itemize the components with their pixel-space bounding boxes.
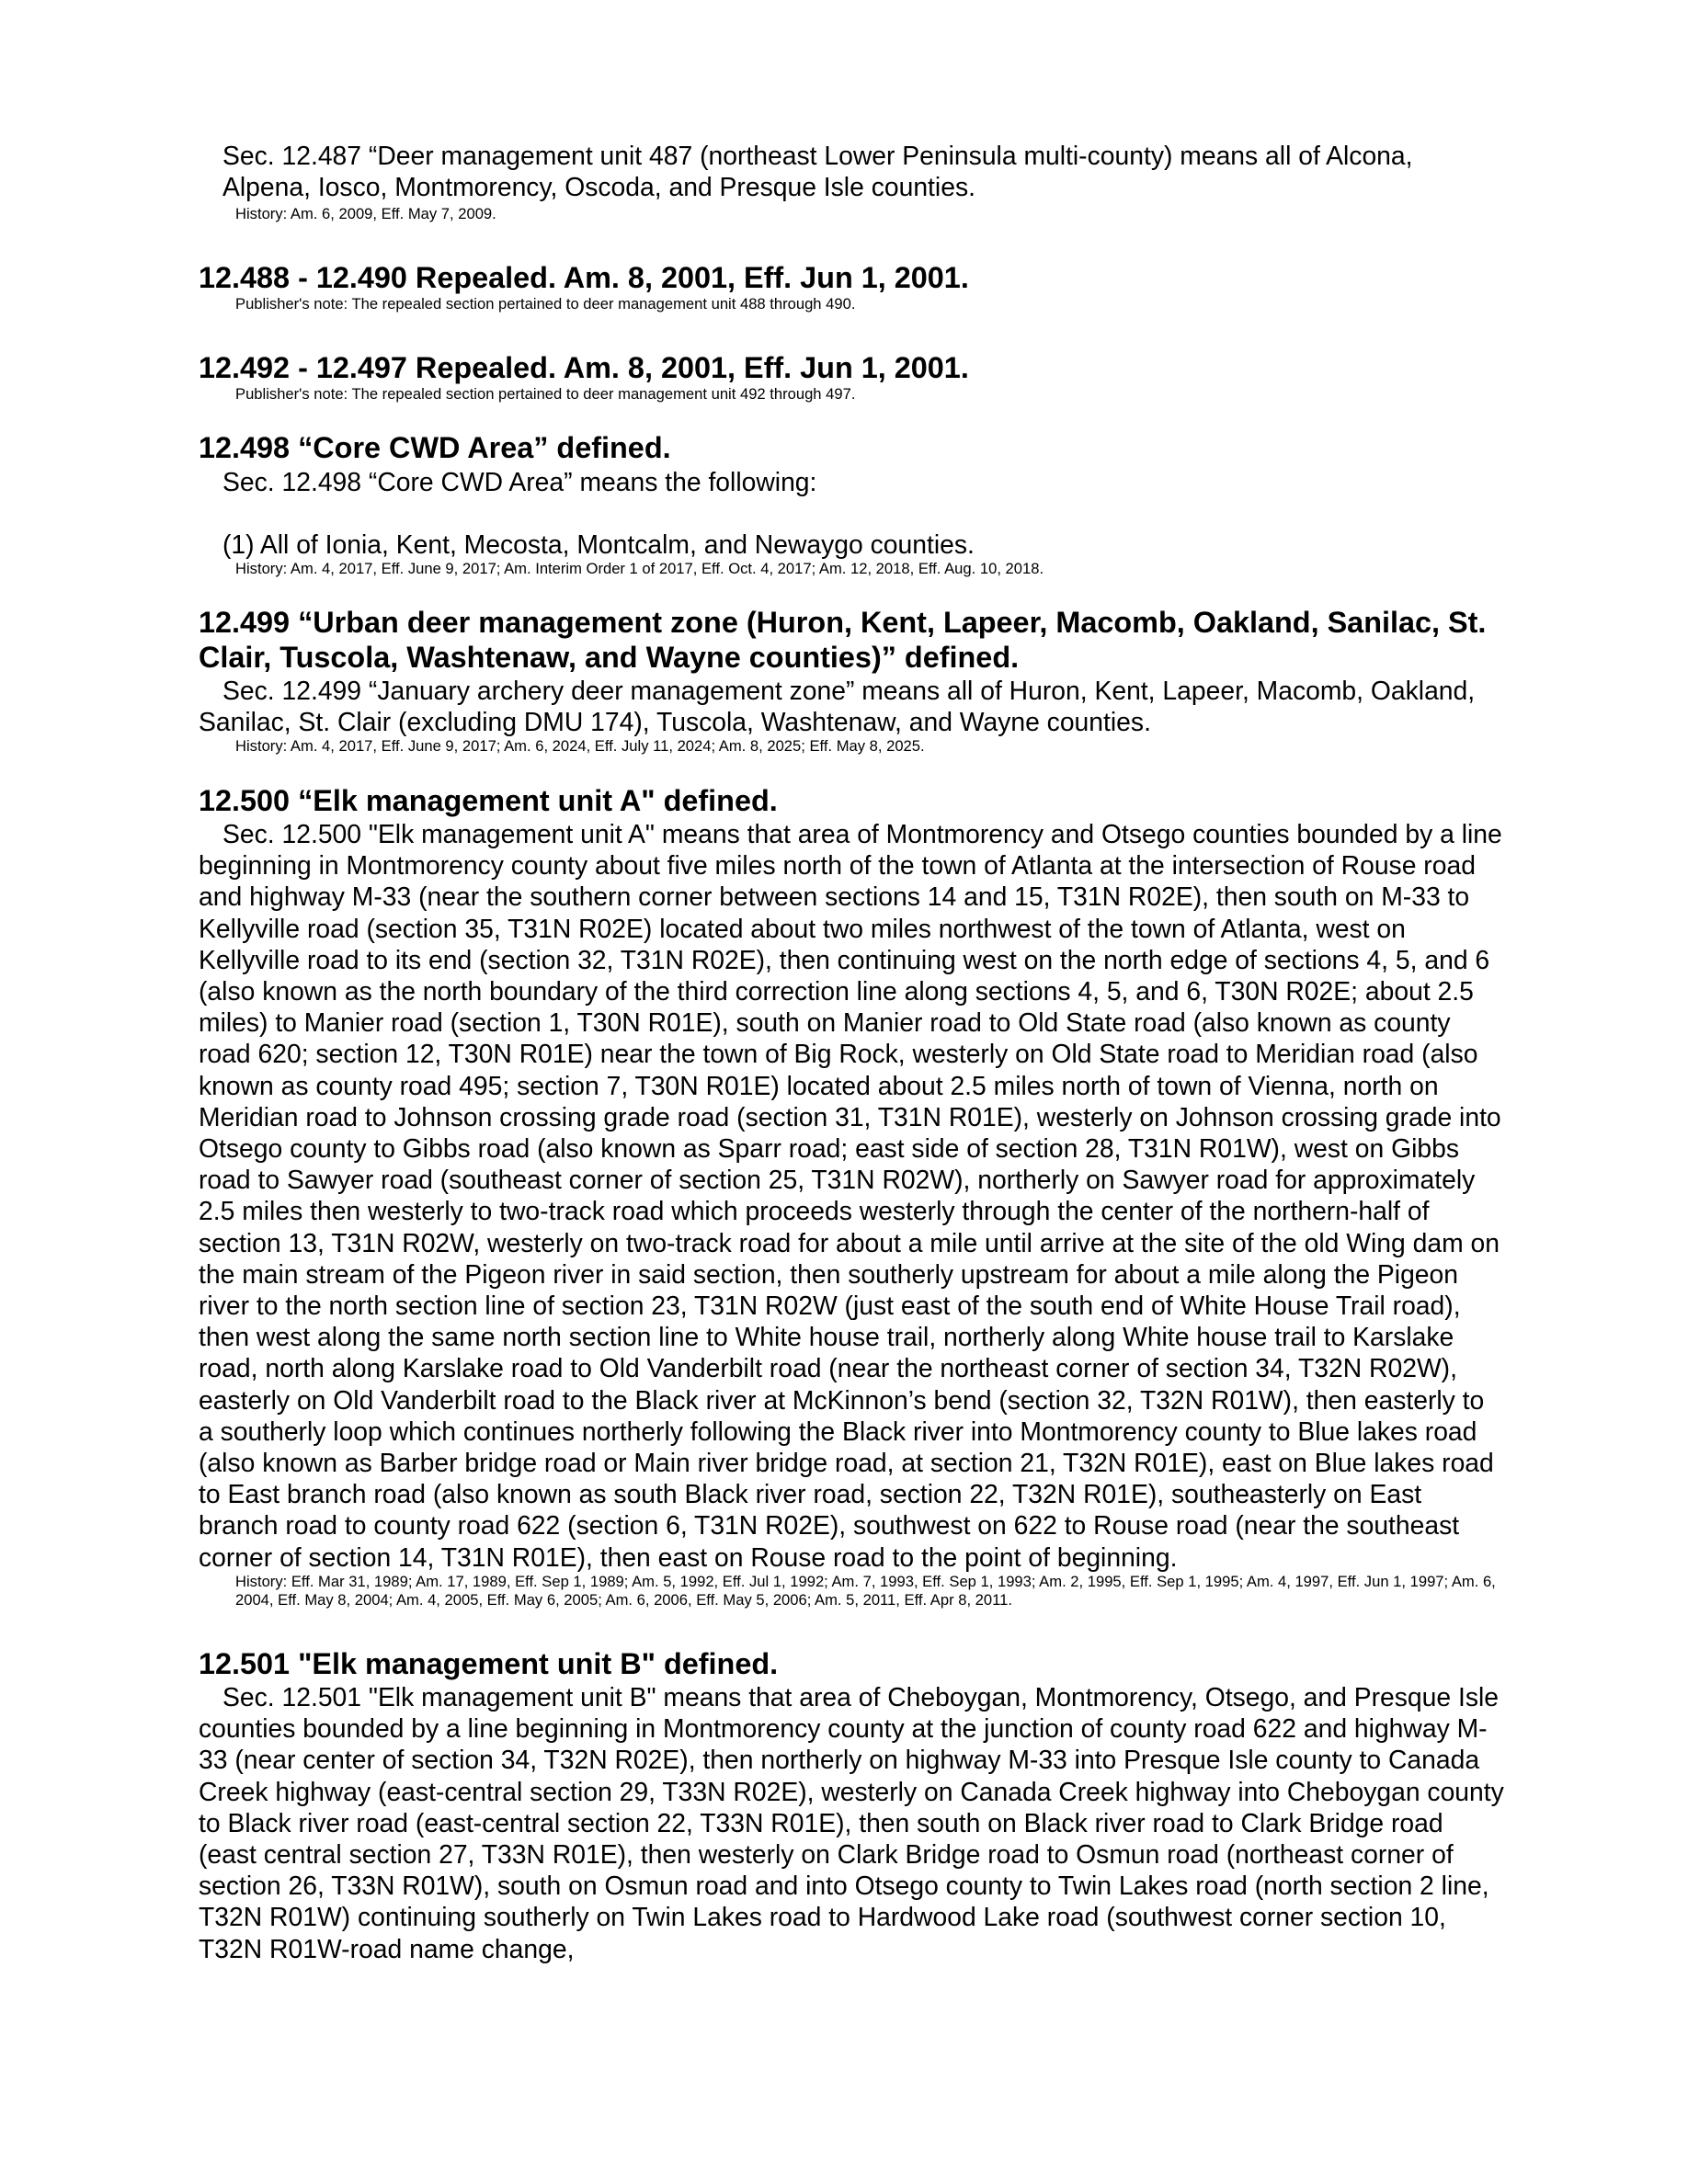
history-note: History: Am. 6, 2009, Eff. May 7, 2009.	[235, 205, 496, 223]
history-note: History: Am. 4, 2017, Eff. June 9, 2017; Am. Interim Order 1 of 2017, Eff. Oct. 4, 2017; Am. 12, 2018, Eff. Aug. 10, 2018.	[235, 559, 1044, 577]
section-heading: 12.500 “Elk management unit A" defined.	[199, 783, 778, 817]
section-text: Sec. 12.498 “Core CWD Area” means the following:	[222, 466, 817, 496]
section-heading: 12.499 “Urban deer management zone (Huron, Kent, Lapeer, Macomb, Oakland, Sanilac, St. Clair, Tuscola, Washtenaw, and Wayne counties)” defined.	[199, 606, 1487, 674]
section-text: Sec. 12.499 “January archery deer management zone” means all of Huron, Kent, Lapeer, Macomb, Oakland, Sanilac, St. Clair (excluding DMU 174), Tuscola, Washtenaw, and Wayne counties.	[199, 675, 1476, 737]
history-note: History: Am. 4, 2017, Eff. June 9, 2017; Am. 6, 2024, Eff. July 11, 2024; Am. 8, 2025; Eff. May 8, 2025.	[235, 737, 925, 756]
section-heading: 12.488 - 12.490 Repealed. Am. 8, 2001, Eff. Jun 1, 2001.	[199, 260, 969, 294]
section-heading: 12.501 "Elk management unit B" defined.	[199, 1646, 779, 1680]
section-heading: 12.498 “Core CWD Area” defined.	[199, 431, 671, 465]
section-text: Sec. 12.501 "Elk management unit B" means that area of Cheboygan, Montmorency, Otsego, and Presque Isle counties bounded by a line beginning in Montmorency county at the junction of county road 622 and highway M-33 (near center of section 34, T32N R02E), then northerly on highway M-33 into Presque Isle county to Canada Creek highway (east-central section 29, T33N R02E), westerly on Canada Creek highway into Cheboygan county to Black river road (east-central section 22, T33N R01E), then south on Black river road to Clark Bridge road (east central section 27, T33N R01E), then westerly on Clark Bridge road to Osmun road (northeast corner of section 26, T33N R01W), south on Osmun road and into Otsego county to Twin Lakes road (north section 2 line, T32N R01W) continuing southerly on Twin Lakes road to Hardwood Lake road (southwest corner section 10, T32N R01W-road name change,	[199, 1682, 1504, 1963]
section-text: Sec. 12.500 "Elk management unit A" means that area of Montmorency and Otsego counties bounded by a line beginning in Montmorency county about five miles north of the town of Atlanta at the intersection of Rouse road and highway M-33 (near the southern corner between sections 14 and 15, T31N R02E), then south on M-33 to Kellyville road (section 35, T31N R02E) located about two miles northwest of the town of Atlanta, west on Kellyville road to its end (section 32, T31N R02E), then continuing west on the north edge of sections 4, 5, and 6 (also known as the north boundary of the third correction line along sections 4, 5, and 6, T30N R02E; about 2.5 miles) to Manier road (section 1, T30N R01E), south on Manier road to Old State road (also known as county road 620; section 12, T30N R01E) near the town of Big Rock, westerly on Old State road to Meridian road (also known as county road 495; section 7, T30N R01E) located about 2.5 miles north of town of Vienna, north on Meridian road to Johnson crossing grade road (section 31, T31N R01E), westerly on Johnson crossing grade into Otsego county to Gibbs road (also known as Sparr road; east side of section 28, T31N R01W), west on Gibbs road to Sawyer road (southeast corner of section 25, T31N R02W), northerly on Sawyer road for approximately 2.5 miles then westerly to two-track road which proceeds westerly through the center of the northern-half of section 13, T31N R02W, westerly on two-track road for about a mile until arrive at the site of the old Wing dam on the main stream of the Pigeon river in said section, then southerly upstream for about a mile along the Pigeon river to the north section line of section 23, T31N R02W (just east of the south end of White House Trail road), then west along the same north section line to White house trail, northerly along White house trail to Karslake road, north along Karslake road to Old Vanderbilt road (near the northeast corner of section 34, T32N R02W), easterly on Old Vanderbilt road to the Black river at McKinnon’s bend (section 32, T32N R01W), then easterly to a southerly loop which continues northerly following the Black river into Montmorency county to Blue lakes road (also known as Barber bridge road or Main river bridge road, at section 21, T32N R01E), east on Blue lakes road to East branch road (also known as south Black river road, section 22, T32N R01E), southeasterly on East branch road to county road 622 (section 6, T31N R02E), southwest on 622 to Rouse road (near the southeast corner of section 14, T31N R01E), then east on Rouse road to the point of beginning.	[199, 818, 1502, 1572]
publisher-note: Publisher's note: The repealed section pertained to deer management unit 488 through 490.	[235, 295, 856, 313]
document-page	[199, 140, 1504, 1964]
section-12-501	[199, 1647, 1504, 1964]
section-12-500	[199, 784, 1504, 1610]
section-heading: 12.492 - 12.497 Repealed. Am. 8, 2001, Eff. Jun 1, 2001.	[199, 350, 969, 384]
section-12-487	[199, 140, 1504, 224]
publisher-note: Publisher's note: The repealed section pertained to deer management unit 492 through 497.	[235, 384, 856, 403]
section-12-498	[199, 431, 1504, 578]
section-12-488-490	[199, 261, 1504, 314]
section-text: Sec. 12.487 “Deer management unit 487 (northeast Lower Peninsula multi-county) means all of Alcona, Alpena, Iosco, Montmorency, Oscoda, and Presque Isle counties.	[222, 141, 1413, 202]
section-12-492-497	[199, 351, 1504, 404]
history-note: History: Eff. Mar 31, 1989; Am. 17, 1989, Eff. Sep 1, 1989; Am. 5, 1992, Eff. Jul 1, 1992; Am. 7, 1993, Eff. Sep 1, 1993; Am. 2, 1995, Eff. Sep 1, 1995; Am. 4, 1997, Eff. Jun 1, 1997; Am. 6, 2004, Eff. May 8, 2004; Am. 4, 2005, Eff. May 6, 2005; Am. 6, 2006, Eff. May 5, 2006; Am. 5, 2011, Eff. Apr 8, 2011.	[235, 1572, 1496, 1610]
section-12-499	[199, 606, 1504, 756]
list-item: (1) All of Ionia, Kent, Mecosta, Montcalm, and Newaygo counties.	[222, 529, 975, 559]
